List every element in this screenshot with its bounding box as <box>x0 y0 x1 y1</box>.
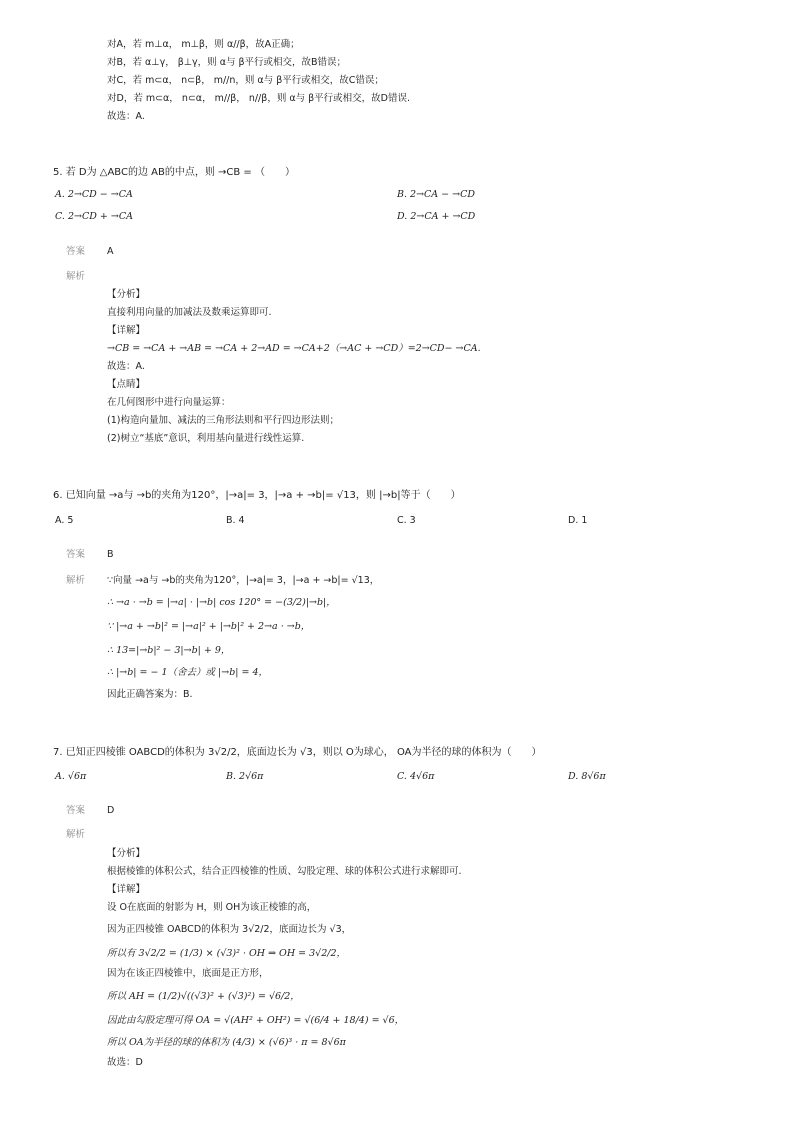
q7-analysis-formula: 所以有 3√2/2 = (1/3) × (√3)² · OH ⇒ OH = 3√2/2， <box>107 948 347 959</box>
q5-analysis-label: 解析 <box>66 271 86 282</box>
q7-answer-value: D <box>107 805 115 816</box>
q7-conclusion: 故选：D <box>107 1057 143 1068</box>
q6-answer-label: 答案 <box>66 549 86 560</box>
q5-option-b: B. 2→CA − →CD <box>397 189 475 200</box>
q4-conclusion: 故选：A. <box>107 111 145 122</box>
q7-analysis-line: 因为在该正四棱锥中，底面是正方形， <box>107 968 269 979</box>
q5-stem: 5. 若 D为 △ABC的边 AB的中点，则 →CB = （ ） <box>53 167 295 178</box>
q4-line-c: 对C，若 m⊂α， n⊂β， m//n，则 α与 β平行或相交，故C错误； <box>107 75 384 86</box>
q4-line-a: 对A，若 m⊥α， m⊥β，则 α//β，故A正确； <box>107 39 300 50</box>
q6-stem: 6. 已知向量 →a与 →b的夹角为120°，|→a|= 3，|→a + →b|= √13，则 |→b|等于（ ） <box>53 490 461 501</box>
q7-analysis-line: 根据棱锥的体积公式，结合正四棱锥的性质、勾股定理、球的体积公式进行求解即可. <box>107 866 462 877</box>
q5-option-c: C. 2→CD + →CA <box>55 211 133 222</box>
q5-answer-label: 答案 <box>66 246 86 257</box>
q6-option-c: C. 3 <box>397 515 416 526</box>
q7-analysis-line: 因为正四棱锥 OABCD的体积为 3√2/2，底面边长为 √3， <box>107 924 352 935</box>
q6-option-d: D. 1 <box>568 515 588 526</box>
q6-analysis-formula: ∴ 13=|→b|² − 3|→b| + 9， <box>107 645 231 656</box>
q7-option-d: D. 8√6π <box>568 771 606 782</box>
q7-answer-label: 答案 <box>66 805 86 816</box>
q6-analysis-line: 因此正确答案为：B. <box>107 689 193 700</box>
q5-analysis-line: 在几何图形中进行向量运算： <box>107 397 231 408</box>
q5-analysis-line: 【详解】 <box>107 325 146 336</box>
q6-analysis-formula: ∵ |→a + →b|² = |→a|² + |→b|² + 2→a · →b， <box>107 621 311 632</box>
q7-stem: 7. 已知正四棱锥 OABCD的体积为 3√2/2，底面边长为 √3，则以 O为球心， OA为半径的球的体积为（ ） <box>53 747 542 758</box>
q5-analysis-line: 【点睛】 <box>107 379 146 390</box>
q6-analysis-line: ∵向量 →a与 →b的夹角为120°，|→a|= 3，|→a + →b|= √13， <box>107 575 380 586</box>
q6-analysis-formula: ∴ |→b| = − 1（舍去）或 |→b| = 4， <box>107 667 269 678</box>
q6-answer-value: B <box>107 549 114 560</box>
q7-analysis-line: 【分析】 <box>107 848 146 859</box>
q5-option-a: A. 2→CD − →CA <box>55 189 133 200</box>
q5-analysis-line: 【分析】 <box>107 289 146 300</box>
q7-analysis-line: 设 O在底面的射影为 H，则 OH为该正棱锥的高， <box>107 902 317 913</box>
q4-line-d: 对D，若 m⊂α， n⊂α， m//β， n//β，则 α与 β平行或相交，故D错误. <box>107 93 411 104</box>
q6-option-a: A. 5 <box>55 515 74 526</box>
q6-analysis-label: 解析 <box>66 575 86 586</box>
q5-analysis-line: (2)树立“基底”意识，利用基向量进行线性运算. <box>107 433 305 444</box>
q6-option-b: B. 4 <box>226 515 245 526</box>
q5-analysis-line: (1)构造向量加、减法的三角形法则和平行四边形法则； <box>107 415 339 426</box>
q5-option-d: D. 2→CA + →CD <box>397 211 476 222</box>
q6-analysis-formula: ∴ →a · →b = |→a| · |→b| cos 120° = −(3/2)|→b|， <box>107 597 336 608</box>
q7-analysis-formula: 因此由勾股定理可得 OA = √(AH² + OH²) = √(6/4 + 18/4) = √6， <box>107 1015 405 1026</box>
q5-analysis-formula: →CB = →CA + →AB = →CA + 2→AD = →CA+2（→AC + →CD）=2→CD− →CA. <box>107 343 481 354</box>
q5-answer-value: A <box>107 246 114 257</box>
q5-analysis-line: 故选：A. <box>107 361 145 372</box>
q7-analysis-formula: 所以 AH = (1/2)√((√3)² + (√3)²) = √6/2， <box>107 991 300 1002</box>
q7-option-b: B. 2√6π <box>226 771 264 782</box>
q7-analysis-line: 【详解】 <box>107 884 146 895</box>
q7-analysis-formula: 所以 OA为半径的球的体积为 (4/3) × (√6)³ · π = 8√6π <box>107 1037 346 1048</box>
q7-analysis-label: 解析 <box>66 829 86 840</box>
q5-analysis-line: 直接利用向量的加减法及数乘运算即可. <box>107 307 272 318</box>
q7-option-a: A. √6π <box>55 771 87 782</box>
q7-option-c: C. 4√6π <box>397 771 435 782</box>
q4-line-b: 对B，若 α⊥γ， β⊥γ，则 α与 β平行或相交，故B错误； <box>107 57 347 68</box>
